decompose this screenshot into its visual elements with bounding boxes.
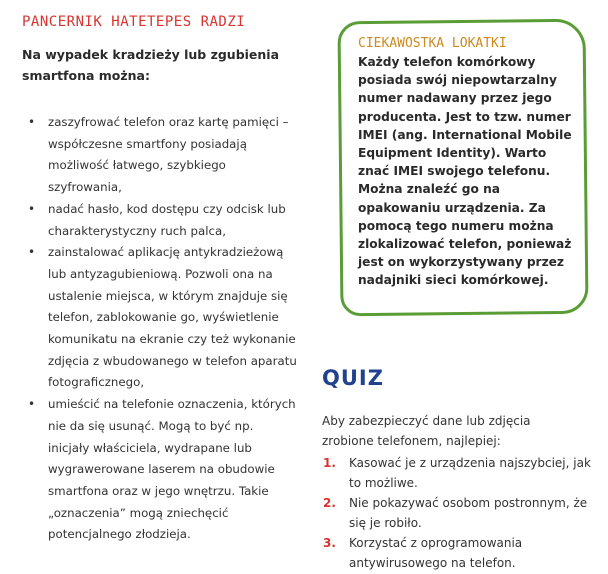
quiz-option[interactable] [322,454,592,493]
tip-bullet-markings: • umieścić na telefonie oznaczenia, których nie da się usunąć. Mogą to być np. inicjały właściciela, wydrapane lub wygrawerowane laserem na obudowie smartfona oraz w jego wnętrzu. Takie „oznaczenia” mogą zniechęcić potencjalnego złodzieja. [22,394,297,546]
tip-intro: Na wypadek kradzieży lub zgubienia smartfona można: [22,47,280,83]
quiz-option[interactable] [322,534,592,573]
tip-section [22,14,297,546]
fact-box [358,36,578,290]
quiz-option-text: Nie pokazywać osobom postronnym, że się je robiło. [349,496,588,530]
quiz-option-number: 3. [323,536,336,550]
tip-bullet-encrypt: • zaszyfrować telefon oraz kartę pamięci – współczesne smartfony posiadają możliwość łatwego, szybkiego szyfrowania, [22,112,297,199]
tip-bullet-list [22,112,297,546]
quiz-option[interactable] [322,494,592,533]
tip-bullet-antitheft-app: • zainstalować aplikację antykradzieżową lub antyzagubieniową. Pozwoli ona na ustalenie miejsca, w którym znajduje się telefon, zablokowanie go, wyświetlenie komunikatu na ekranie czy też wykonanie zdjęcia z wbudowanego w telefon aparatu fotograficznego, [22,242,297,394]
quiz-options [322,454,592,574]
fact-title: CIEKAWOSTKA LOKATKI [358,36,507,51]
quiz-title: QUIZ [322,366,384,390]
tip-bullet-password: • nadać hasło, kod dostępu czy odcisk lub charakterystyczny ruch palca, [22,199,297,242]
quiz-option-number: 2. [323,496,336,510]
tip-title: PANCERNIK HATETEPES RADZI [22,14,246,30]
fact-text: Każdy telefon komórkowy posiada swój niepowtarzalny numer nadawany przez jego producenta. Jest to tzw. numer IMEI (ang. International Mobile Equipment Identity). Warto znać IMEI swojego telefonu. Można znaleźć go na opakowaniu urządzenia. Za pomocą tego numeru można zlokalizować telefon, ponieważ jest on wykorzystywany przez nadajniki sieci komórkowej. [358,55,572,288]
quiz-option-text: Kasować je z urządzenia najszybciej, jak to możliwe. [349,456,591,490]
quiz-question: Aby zabezpieczyć dane lub zdjęcia zrobione telefonem, najlepiej: [322,414,531,448]
quiz-option-number: 1. [323,456,336,470]
quiz-option-text: Korzystać z oprogramowania antywirusowego na telefon. [349,536,523,570]
